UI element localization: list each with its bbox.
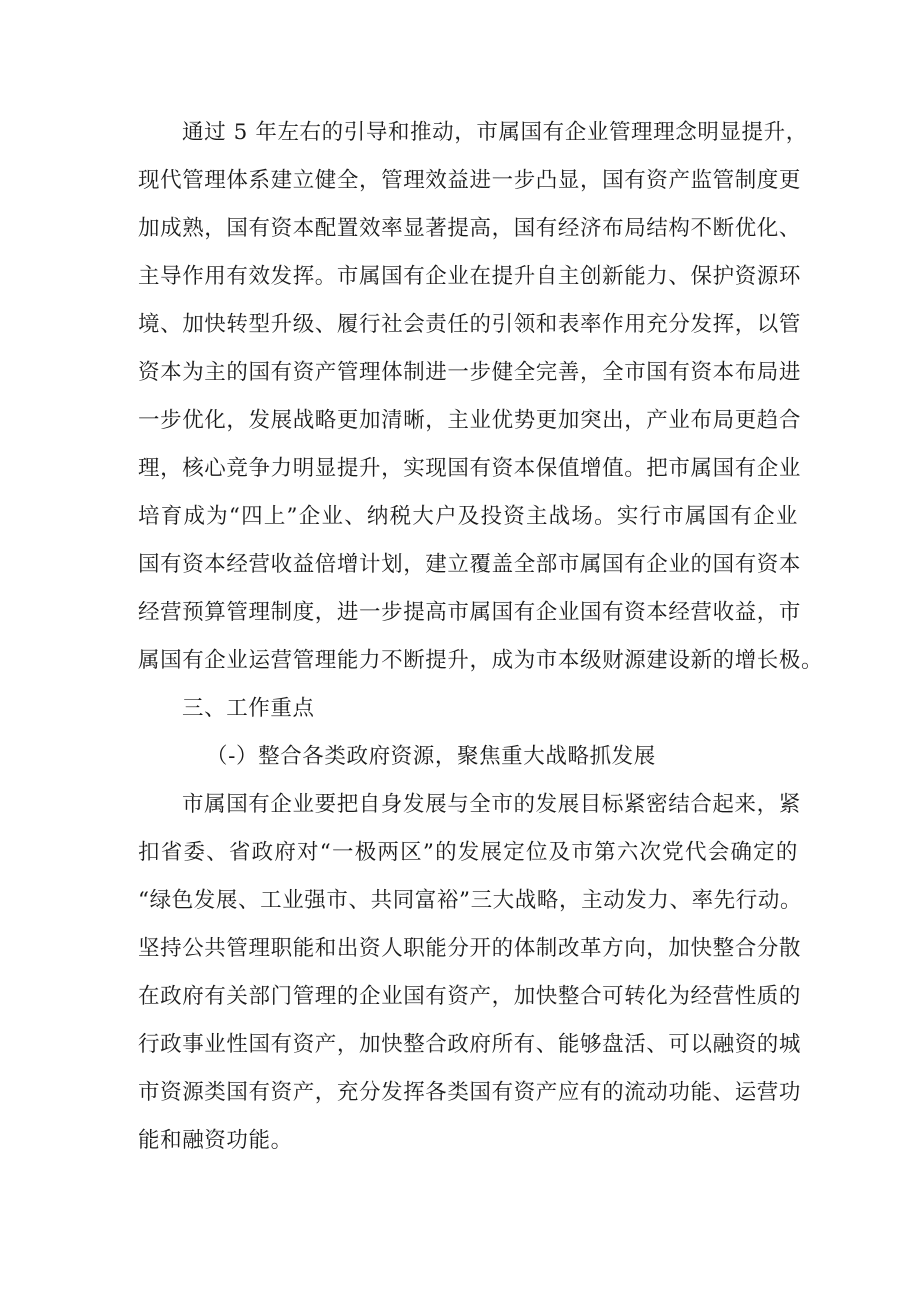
paragraph-line: 扣省委、省政府对“一极两区”的发展定位及市第六次党代会确定的 bbox=[138, 840, 798, 865]
paragraph-line: 市资源类国有资产，充分发挥各类国有资产应有的流动功能、运营功 bbox=[138, 1080, 802, 1105]
paragraph-line: 行政事业性国有资产，加快整合政府所有、能够盘活、可以融资的城 bbox=[138, 1032, 802, 1057]
paragraph-line: 通过 5 年左右的引导和推动，市属国有企业管理理念明显提升， bbox=[182, 120, 808, 145]
paragraph-line: 主导作用有效发挥。市属国有企业在提升自主创新能力、保护资源环 bbox=[138, 264, 802, 289]
paragraph-line: 一步优化，发展战略更加清晰，主业优势更加突出，产业布局更趋合 bbox=[138, 408, 802, 433]
paragraph-line: 境、加快转型升级、履行社会责任的引领和表率作用充分发挥，以管 bbox=[138, 312, 802, 337]
paragraph-line: 国有资本经营收益倍增计划，建立覆盖全部市属国有企业的国有资本 bbox=[138, 552, 802, 577]
paragraph-line: 在政府有关部门管理的企业国有资产，加快整合可转化为经营性质的 bbox=[138, 984, 802, 1009]
paragraph-line: 能和融资功能。 bbox=[138, 1128, 293, 1153]
paragraph-line: “绿色发展、工业强市、共同富裕”三大战略，主动发力、率先行动。 bbox=[138, 888, 803, 913]
paragraph-line: 理，核心竞争力明显提升，实现国有资本保值增值。把市属国有企业 bbox=[138, 456, 802, 481]
paragraph-line: 市属国有企业要把自身发展与全市的发展目标紧密结合起来，紧 bbox=[182, 792, 801, 817]
paragraph-line: 资本为主的国有资产管理体制进一步健全完善，全市国有资本布局进 bbox=[138, 360, 802, 385]
paragraph-line: 培育成为“四上”企业、纳税大户及投资主战场。实行市属国有企业 bbox=[138, 504, 798, 529]
paragraph-line: 现代管理体系建立健全，管理效益进一步凸显，国有资产监管制度更 bbox=[138, 168, 802, 193]
section-heading: 三、工作重点 bbox=[182, 696, 315, 721]
subsection-heading: （-）整合各类政府资源，聚焦重大战略抓发展 bbox=[206, 744, 656, 769]
paragraph-line: 属国有企业运营管理能力不断提升，成为市本级财源建设新的增长极。 bbox=[138, 648, 824, 673]
paragraph-line: 经营预算管理制度，进一步提高市属国有企业国有资本经营收益，市 bbox=[138, 600, 802, 625]
paragraph-line: 坚持公共管理职能和出资人职能分开的体制改革方向，加快整合分散 bbox=[138, 936, 802, 961]
paragraph-line: 加成熟，国有资本配置效率显著提高，国有经济布局结构不断优化、 bbox=[138, 216, 802, 241]
